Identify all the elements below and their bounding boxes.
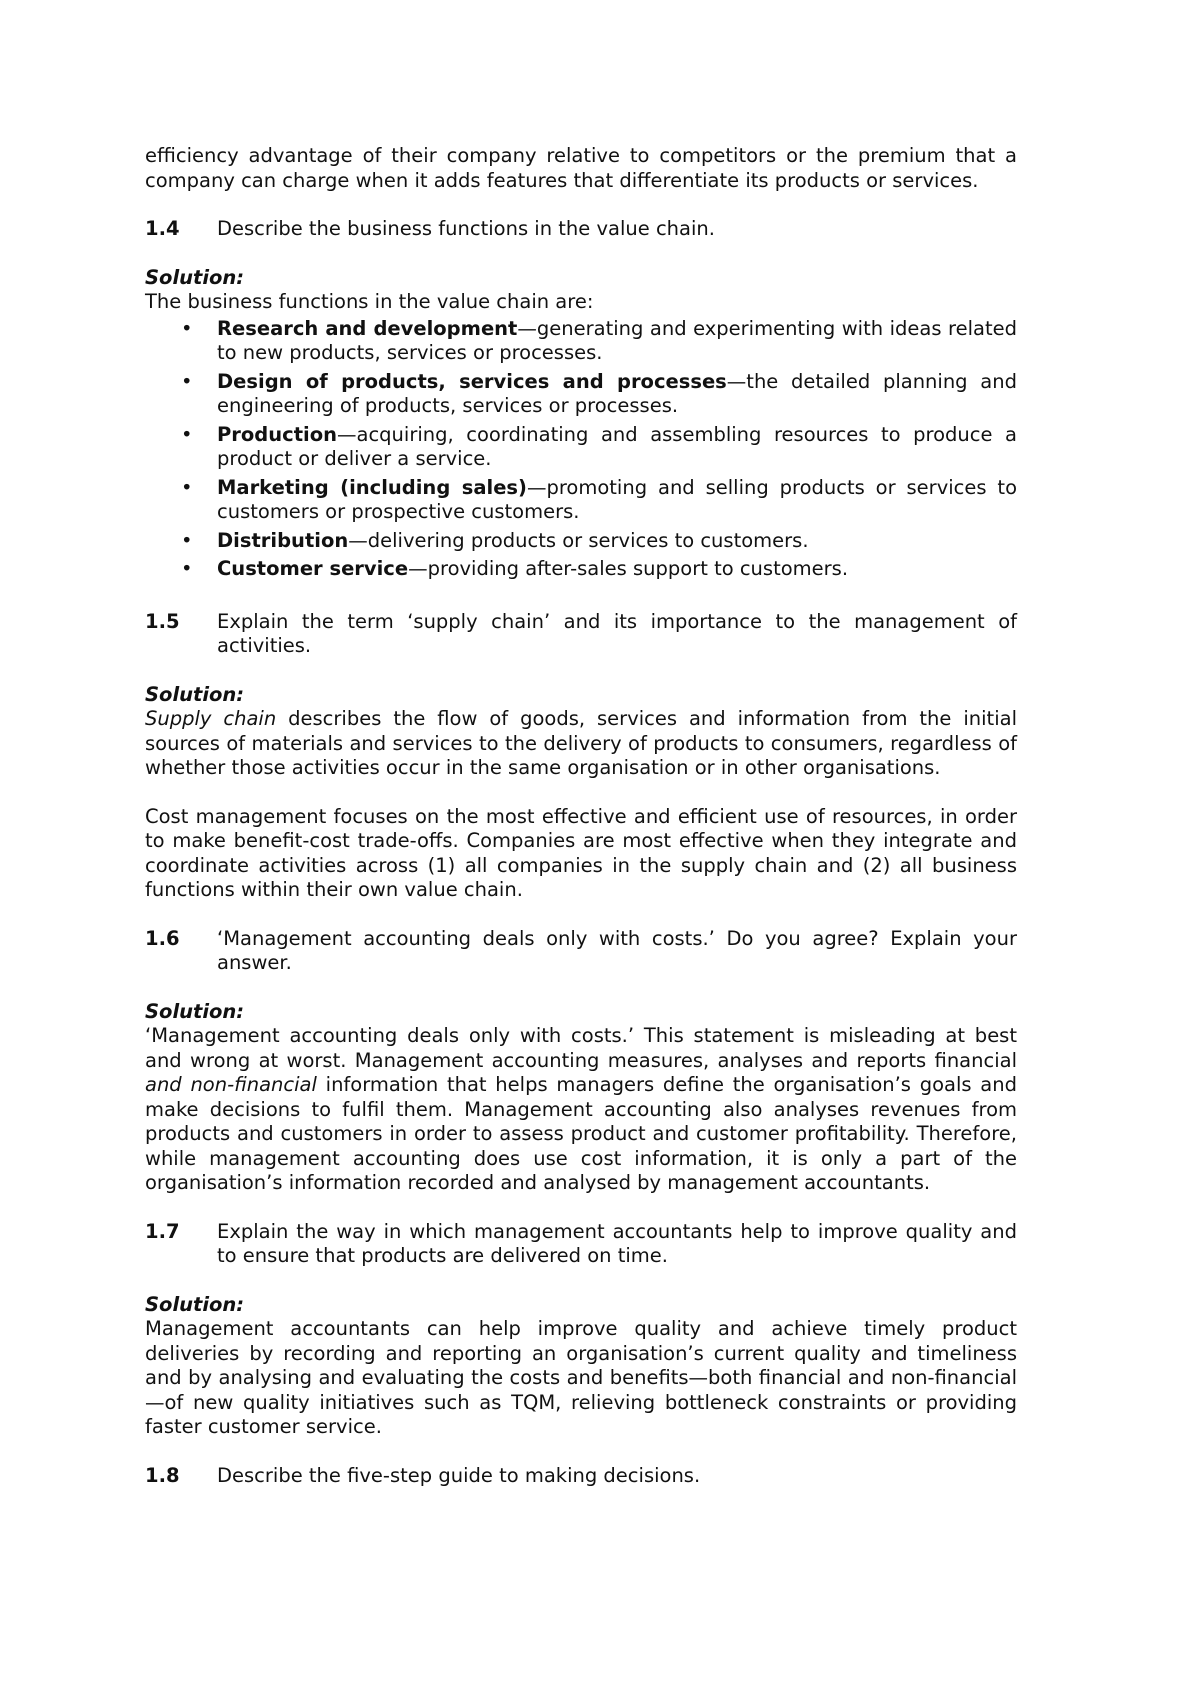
list-item-description: —acquiring, coordinating and assembling resources to produce a product or deliver a service. — [217, 422, 1017, 470]
solution-heading: Solution: — [145, 265, 245, 289]
list-item-text — [217, 557, 1017, 582]
question-text: Explain the term ‘supply chain’ and its importance to the management of activities. — [217, 609, 1017, 657]
value-chain-list — [145, 317, 1017, 582]
solution-heading: Solution: — [145, 1292, 245, 1316]
list-item-term: Distribution — [217, 528, 349, 552]
document-page — [145, 144, 1017, 1488]
solution-heading: Solution: — [145, 999, 245, 1023]
question-text: Explain the way in which management accountants help to improve quality and to ensure that products are delivered on time. — [217, 1219, 1017, 1267]
paragraph-text: ‘Management accounting deals only with costs.’ This statement is misleading at best and wrong at worst. Management accounting measures, analyses and reports financial — [145, 1024, 1017, 1072]
list-item-description: —delivering products or services to customers. — [348, 528, 809, 552]
question-number: 1.6 — [145, 926, 180, 950]
list-item — [145, 557, 1017, 582]
question-text: Describe the business functions in the value chain. — [217, 217, 715, 240]
emphasis-term: Supply chain — [145, 707, 277, 730]
list-item-term: Production — [217, 422, 337, 446]
list-item-text — [217, 476, 1017, 525]
paragraph-text: describes the flow of goods, services and information from the initial sources of materials and services to the delivery of products to consumers, regardless of whether those activities occur in the same organisation or in other organisations. — [145, 707, 1017, 779]
solution-heading: Solution: — [145, 682, 245, 706]
list-item — [145, 317, 1017, 366]
list-item-description: —the detailed planning and engineering of products, services or processes. — [217, 369, 1017, 417]
question-1-4 — [145, 217, 1017, 242]
solution-lead: The business functions in the value chain are: — [145, 290, 594, 313]
list-item — [145, 529, 1017, 554]
paragraph-text: information that helps managers define the organisation’s goals and make decisions to fulfil them. Management accounting also analyses revenues from products and customers in order to assess product and customer profitability. Therefore, while management accounting does use cost information, it is only a part of the organisation’s information recorded and analysed by management accountants. — [145, 1073, 1017, 1194]
list-item — [145, 370, 1017, 419]
list-item-term: Design of products, services and processes — [217, 369, 727, 393]
list-item-term: Customer service — [217, 557, 409, 580]
list-item-description: —providing after-sales support to customers. — [408, 557, 849, 580]
solution-paragraph — [145, 707, 1017, 781]
question-1-7 — [145, 1220, 1017, 1269]
solution-paragraph: Cost management focuses on the most effective and efficient use of resources, in order to make benefit-cost trade-offs. Companies are most effective when they integrate and coordinate activities across (1) all companies in the supply chain and (2) all business functions within their own value chain. — [145, 804, 1017, 901]
question-1-5 — [145, 610, 1017, 659]
list-item-text — [217, 370, 1017, 419]
bullet-icon: • — [181, 422, 193, 446]
emphasis-term: and non-financial — [145, 1073, 317, 1096]
intro-paragraph: efficiency advantage of their company relative to competitors or the premium that a company can charge when it adds features that differentiate its products or services. — [145, 144, 1017, 192]
question-1-6 — [145, 927, 1017, 976]
list-item-description: —promoting and selling products or services to customers or prospective customers. — [217, 475, 1018, 523]
question-text: ‘Management accounting deals only with costs.’ Do you agree? Explain your answer. — [217, 926, 1017, 974]
solution-paragraph: Management accountants can help improve quality and achieve timely product deliveries by recording and reporting an organisation’s current quality and timeliness and by analysing and evaluating the costs and benefits—both financial and non-financial—of new quality initiatives such as TQM, relieving bottleneck constraints or providing faster customer service. — [145, 1317, 1017, 1438]
bullet-icon: • — [181, 528, 193, 552]
list-item — [145, 423, 1017, 472]
bullet-icon: • — [181, 316, 193, 340]
list-item-term: Research and development — [217, 316, 518, 340]
bullet-icon: • — [181, 369, 193, 393]
bullet-icon: • — [181, 475, 193, 499]
question-number: 1.8 — [145, 1463, 180, 1487]
question-number: 1.5 — [145, 609, 180, 633]
solution-paragraph — [145, 1024, 1017, 1196]
question-text: Describe the five-step guide to making decisions. — [217, 1463, 701, 1487]
bullet-icon: • — [181, 557, 193, 580]
list-item-term: Marketing (including sales) — [217, 475, 527, 499]
list-item-description: —generating and experimenting with ideas related to new products, services or processes. — [217, 316, 1017, 364]
question-1-8 — [145, 1464, 1017, 1489]
question-number: 1.7 — [145, 1219, 180, 1243]
list-item-text — [217, 317, 1017, 366]
list-item-text — [217, 423, 1017, 472]
list-item-text — [217, 529, 1017, 554]
question-number: 1.4 — [145, 217, 180, 240]
list-item — [145, 476, 1017, 525]
